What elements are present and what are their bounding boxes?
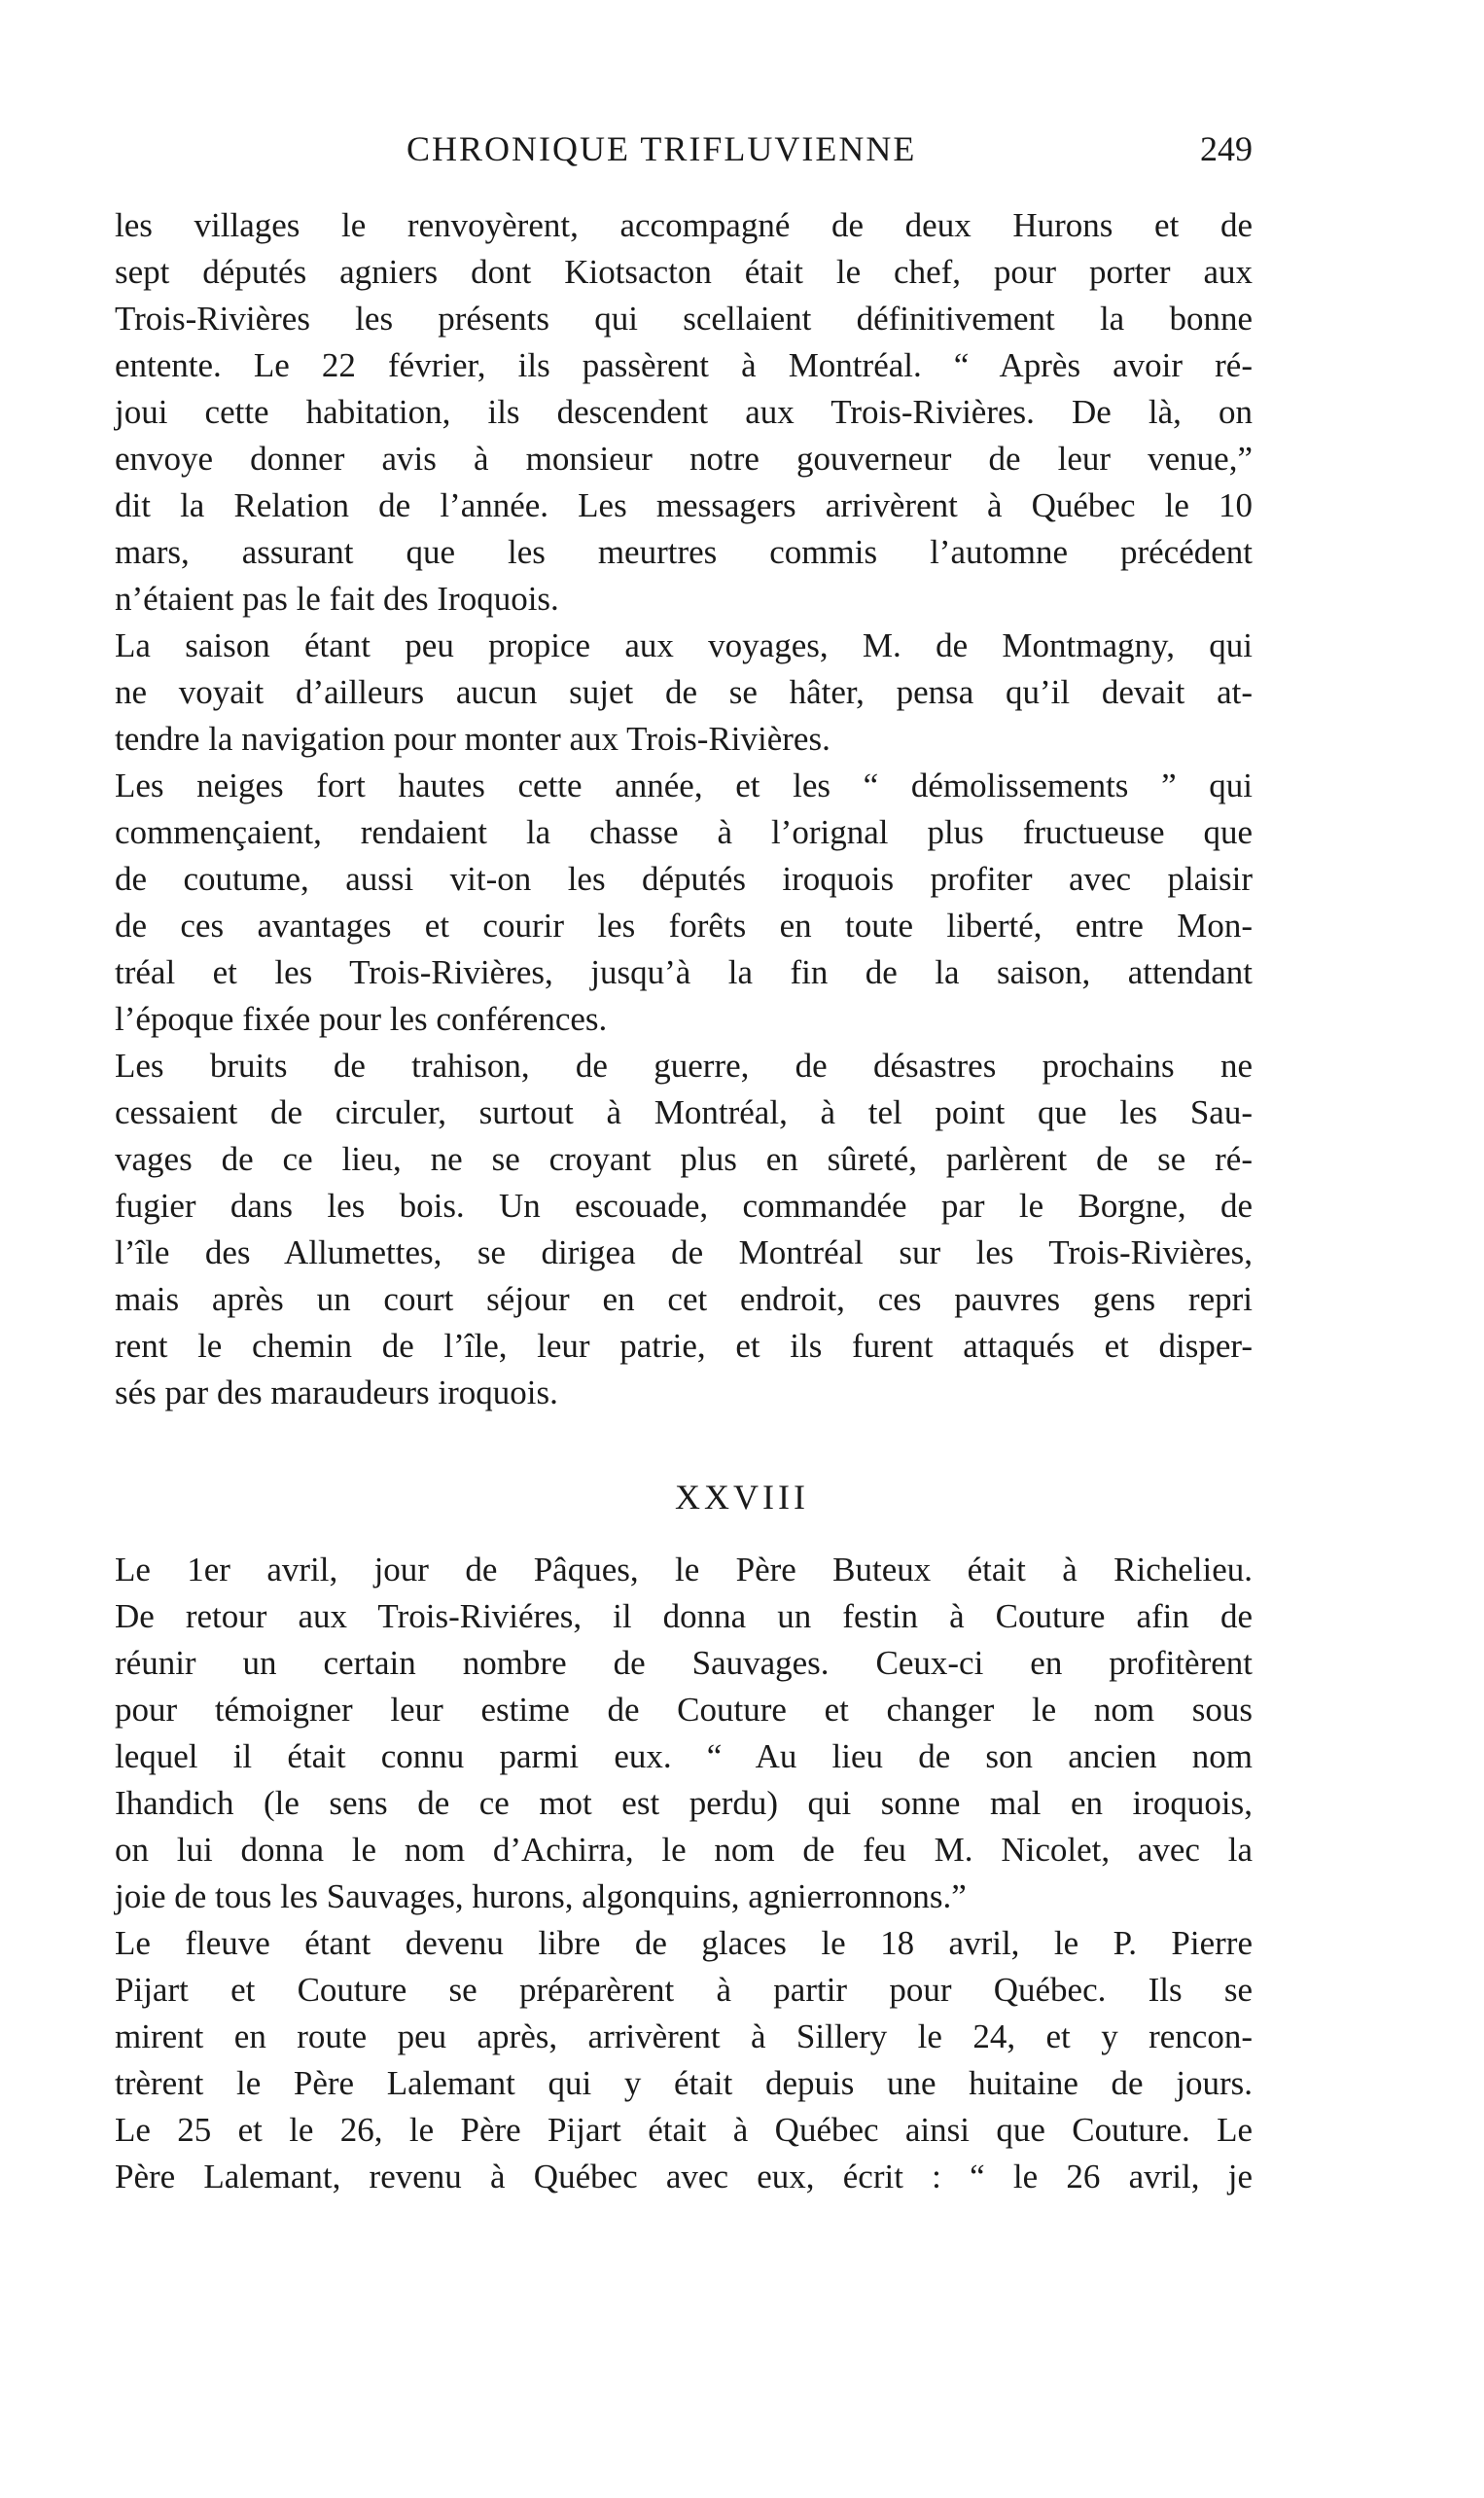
body-text-section-1 [115,202,1253,1416]
text-line: mars, assurant que les meurtres commis l’automne précédent [115,533,1253,571]
text-line: dit la Relation de l’année. Les messagers arrivèrent à Québec le 10 [115,486,1253,524]
text-line: les villages le renvoyèrent, accompagné de deux Hurons et de [115,206,1253,244]
page-number: 249 [1200,129,1253,168]
text-line: entente. Le 22 février, ils passèrent à Montréal. “ Après avoir ré- [115,346,1253,384]
text-line: envoye donner avis à monsieur notre gouverneur de leur venue,” [115,440,1253,478]
text-line: Le fleuve étant devenu libre de glaces le 18 avril, le P. Pierre [115,1924,1253,1962]
text-line: l’île des Allumettes, se dirigea de Montréal sur les Trois-Rivières, [115,1233,1253,1271]
text-line: De retour aux Trois-Riviéres, il donna un festin à Couture afin de [115,1597,1253,1635]
text-line: rent le chemin de l’île, leur patrie, et ils furent attaqués et disper- [115,1327,1253,1365]
text-line: Père Lalemant, revenu à Québec avec eux, écrit : “ le 26 avril, je [115,2158,1253,2195]
text-line: mirent en route peu après, arrivèrent à Sillery le 24, et y rencon- [115,2017,1253,2055]
text-line: sés par des maraudeurs iroquois. [115,1374,558,1411]
text-line: La saison étant peu propice aux voyages, M. de Montmagny, qui [115,626,1253,664]
running-title: CHRONIQUE TRIFLUVIENNE [406,129,917,168]
text-line: Les bruits de trahison, de guerre, de désastres prochains ne [115,1047,1253,1085]
text-line: de coutume, aussi vit-on les députés iroquois profiter avec plaisir [115,860,1253,898]
text-line: fugier dans les bois. Un escouade, commandée par le Borgne, de [115,1187,1253,1225]
text-line: joie de tous les Sauvages, hurons, algonquins, agnierronnons.” [115,1877,967,1915]
text-line: réunir un certain nombre de Sauvages. Ceux-ci en profitèrent [115,1644,1253,1682]
text-line: sept députés agniers dont Kiotsacton était le chef, pour porter aux [115,253,1253,291]
text-line: Pijart et Couture se préparèrent à partir pour Québec. Ils se [115,1971,1253,2009]
text-line: commençaient, rendaient la chasse à l’orignal plus fructueuse que [115,813,1253,851]
text-line: n’étaient pas le fait des Iroquois. [115,580,559,618]
text-line: vages de ce lieu, ne se croyant plus en sûreté, parlèrent de se ré- [115,1140,1253,1178]
text-line: Le 1er avril, jour de Pâques, le Père Buteux était à Richelieu. [115,1551,1253,1588]
text-line: tendre la navigation pour monter aux Trois-Rivières. [115,720,830,758]
text-line: l’époque fixée pour les conférences. [115,1000,608,1038]
section-heading: XXVIII [675,1478,809,1517]
text-line: Trois-Rivières les présents qui scellaient définitivement la bonne [115,300,1253,338]
text-line: Les neiges fort hautes cette année, et les “ démolissements ” qui [115,767,1253,804]
text-line: de ces avantages et courir les forêts en toute liberté, entre Mon- [115,907,1253,945]
text-line: trèrent le Père Lalemant qui y était depuis une huitaine de jours. [115,2064,1253,2102]
text-line: Le 25 et le 26, le Père Pijart était à Québec ainsi que Couture. Le [115,2111,1253,2149]
body-text-section-2 [115,1547,1253,2200]
text-line: pour témoigner leur estime de Couture et changer le nom sous [115,1691,1253,1729]
text-line: joui cette habitation, ils descendent aux Trois-Rivières. De là, on [115,393,1253,431]
text-line: ne voyait d’ailleurs aucun sujet de se hâter, pensa qu’il devait at- [115,673,1253,711]
running-head [115,128,1253,177]
text-line: lequel il était connu parmi eux. “ Au lieu de son ancien nom [115,1737,1253,1775]
text-line: mais après un court séjour en cet endroit, ces pauvres gens repri [115,1280,1253,1318]
text-line: Ihandich (le sens de ce mot est perdu) qui sonne mal en iroquois, [115,1784,1253,1822]
text-line: tréal et les Trois-Rivières, jusqu’à la fin de la saison, attendant [115,953,1253,991]
text-line: on lui donna le nom d’Achirra, le nom de feu M. Nicolet, avec la [115,1831,1253,1869]
text-line: cessaient de circuler, surtout à Montréal, à tel point que les Sau- [115,1093,1253,1131]
